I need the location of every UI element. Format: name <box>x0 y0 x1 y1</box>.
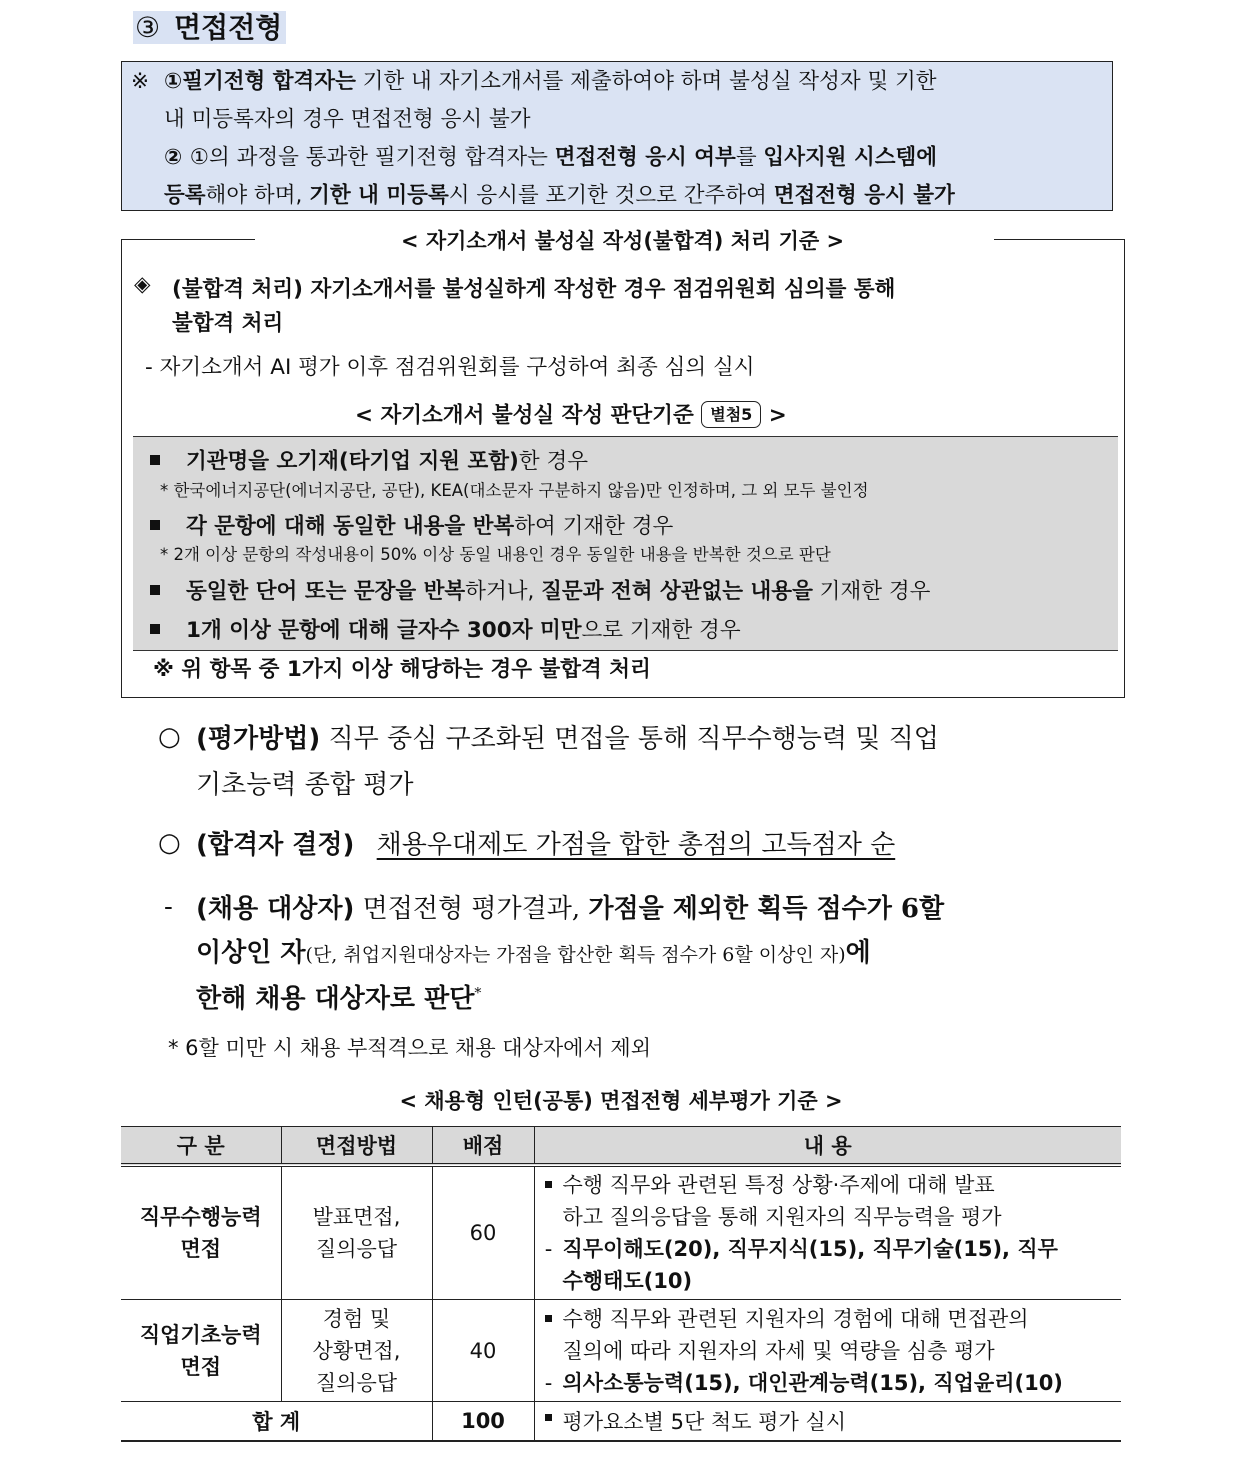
table-row <box>121 1165 1121 1300</box>
bullet-circle-icon: ○ <box>158 722 181 752</box>
hiring-target-line-3: 한해 채용 대상자로 판단* <box>196 984 482 1014</box>
table-title: < 채용형 인턴(공통) 면접전형 세부평가 기준 > <box>399 1089 843 1113</box>
method-cell: 경험 및 상황면접, 질의응답 <box>281 1300 432 1402</box>
hiring-target-line-1: (채용 대상자) 면접전형 평가결과, 가점을 제외한 획득 점수가 6할 <box>196 894 945 924</box>
hiring-target-line-2: 이상인 자(단, 취업지원대상자는 가점을 합산한 획득 점수가 6할 이상인 자)에 <box>196 938 871 968</box>
section-title: 면접전형 <box>174 11 283 44</box>
square-bullet-icon <box>545 1414 552 1421</box>
square-bullet-icon <box>150 520 160 530</box>
column-header: 내 용 <box>534 1127 1121 1166</box>
total-score: 100 <box>432 1402 534 1442</box>
square-bullet-icon <box>150 585 160 595</box>
frame-top-left-rule <box>121 239 255 240</box>
score-cell: 40 <box>432 1300 534 1402</box>
total-content: 평가요소별 5단 척도 평가 실시 <box>534 1402 1121 1442</box>
criteria-title: < 자기소개서 불성실 작성(불합격) 처리 기준 > <box>255 225 990 255</box>
criteria-rule-line-1: (불합격 처리) 자기소개서를 불성실하게 작성한 경우 점검위원회 심의를 통해 <box>172 277 896 302</box>
score-cell: 60 <box>432 1165 534 1300</box>
criteria-rule-line-2: 불합격 처리 <box>172 311 284 336</box>
criteria-item: 각 문항에 대해 동일한 내용을 반복하여 기재한 경우 <box>150 509 673 540</box>
criteria-item: 동일한 단어 또는 문장을 반복하거나, 질문과 전혀 상관없는 내용을 기재한 경우 <box>150 574 930 605</box>
evaluation-table <box>121 1126 1121 1442</box>
notice-box <box>121 61 1113 211</box>
criteria-subtitle: < 자기소개서 불성실 작성 판단기준 별첨5 > <box>355 398 787 430</box>
notice-line-1: ①필기전형 합격자는 기한 내 자기소개서를 제출하여야 하며 불성실 작성자 및 기한 <box>164 69 937 94</box>
attachment-stamp: 별첨5 <box>701 401 761 428</box>
column-header: 구 분 <box>121 1127 281 1166</box>
content-cell: 수행 직무와 관련된 특정 상황·주제에 대해 발표 하고 질의응답을 통해 지원자의 직무능력을 평가 - 직무이해도(20), 직무지식(15), 직무기술(15), 직무 수행태도(10) <box>534 1165 1121 1300</box>
square-bullet-icon <box>150 624 160 634</box>
table-header-row <box>121 1127 1121 1166</box>
square-bullet-icon <box>150 455 160 465</box>
pass-decision-line: (합격자 결정) 채용우대제도 가점을 합한 총점의 고득점자 순 <box>196 830 896 860</box>
category-cell: 직무수행능력 면접 <box>121 1165 281 1300</box>
section-number: ③ <box>135 11 161 44</box>
criteria-dash-line: - 자기소개서 AI 평가 이후 점검위원회를 구성하여 최종 심의 실시 <box>145 355 755 380</box>
bullet-circle-icon: ○ <box>158 828 181 858</box>
column-header: 면접방법 <box>281 1127 432 1166</box>
evaluation-method-line-1: (평가방법) 직무 중심 구조화된 면접을 통해 직무수행능력 및 직업 <box>196 724 939 754</box>
criteria-item-note: * 한국에너지공단(에너지공단, 공단), KEA(대소문자 구분하지 않음)만 인정하며, 그 외 모두 불인정 <box>160 481 869 500</box>
evaluation-method-line-2: 기초능력 종합 평가 <box>196 770 414 800</box>
exclusion-note: * 6할 미만 시 채용 부적격으로 채용 대상자에서 제외 <box>168 1036 651 1060</box>
notice-line-2: 내 미등록자의 경우 면접전형 응시 불가 <box>164 107 531 132</box>
table-total-row <box>121 1402 1121 1442</box>
total-label: 합 계 <box>121 1402 432 1442</box>
criteria-footnote: ※ 위 항목 중 1가지 이상 해당하는 경우 불합격 처리 <box>153 657 651 682</box>
criteria-item: 1개 이상 문항에 대해 글자수 300자 미만으로 기재한 경우 <box>150 613 741 644</box>
column-header: 배점 <box>432 1127 534 1166</box>
table-row <box>121 1300 1121 1402</box>
criteria-item: 기관명을 오기재(타기업 지원 포함)한 경우 <box>150 444 588 475</box>
dash-mark: - <box>164 892 173 922</box>
section-heading <box>133 6 286 46</box>
square-bullet-icon <box>545 1181 552 1188</box>
notice-line-4: 등록해야 하며, 기한 내 미등록시 응시를 포기한 것으로 간주하여 면접전형 응시 불가 <box>164 183 955 208</box>
diamond-icon: ◈ <box>134 272 151 297</box>
square-bullet-icon <box>545 1315 552 1322</box>
content-cell: 수행 직무와 관련된 지원자의 경험에 대해 면접관의 질의에 따라 지원자의 자세 및 역량을 심층 평가 - 의사소통능력(15), 대인관계능력(15), 직업윤리(10) <box>534 1300 1121 1402</box>
criteria-item-note: * 2개 이상 문항의 작성내용이 50% 이상 동일 내용인 경우 동일한 내용을 반복한 것으로 판단 <box>160 545 831 564</box>
category-cell: 직업기초능력 면접 <box>121 1300 281 1402</box>
notice-line-3: ② ①의 과정을 통과한 필기전형 합격자는 면접전형 응시 여부를 입사지원 시스템에 <box>164 145 938 170</box>
method-cell: 발표면접, 질의응답 <box>281 1165 432 1300</box>
criteria-list <box>133 436 1118 651</box>
notice-mark: ※ <box>131 69 150 94</box>
frame-top-right-rule <box>994 239 1125 240</box>
